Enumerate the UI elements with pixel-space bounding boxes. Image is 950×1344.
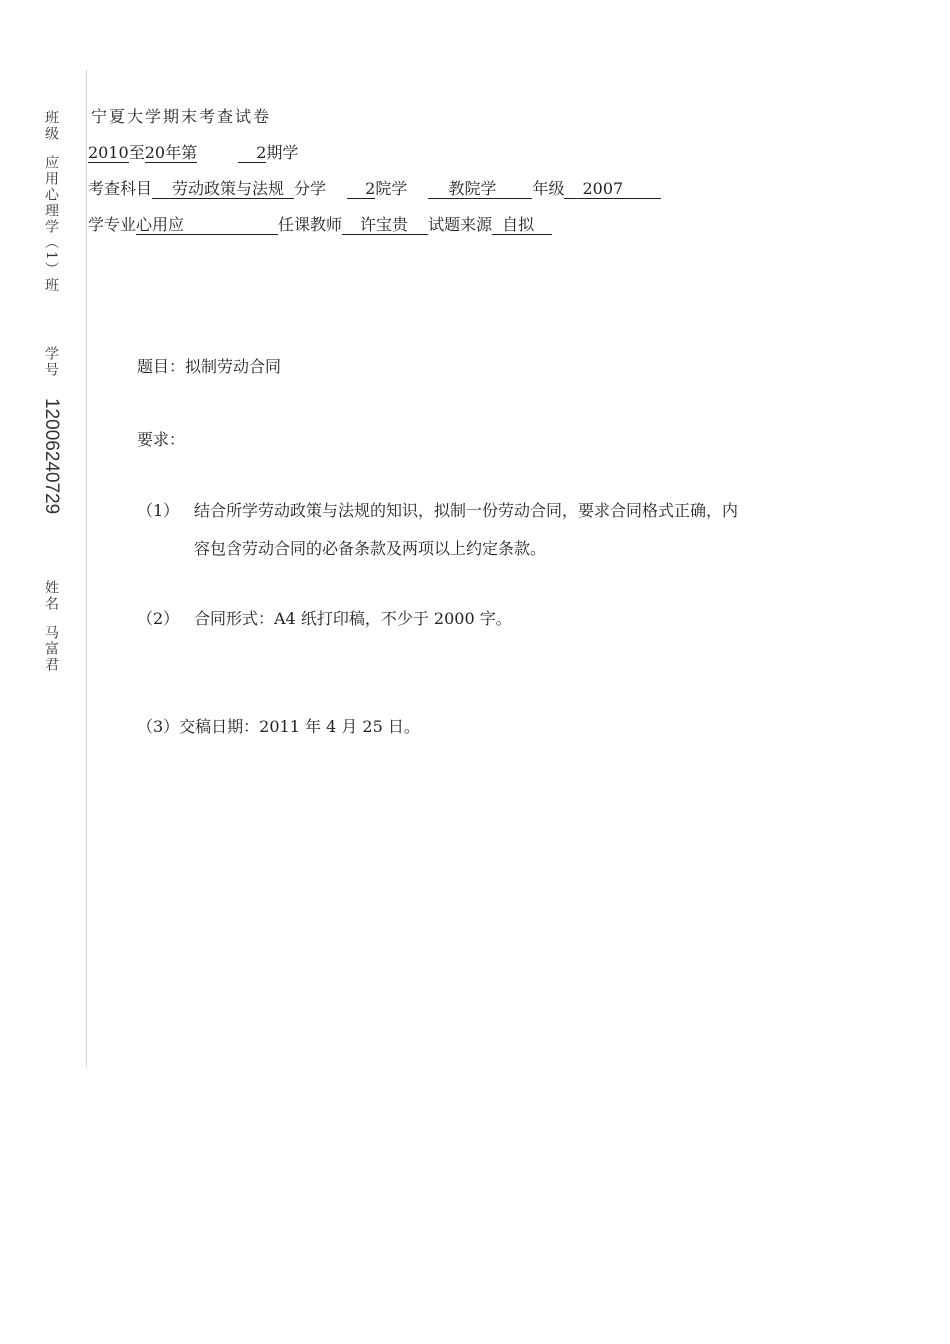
- major-value: 心用应: [136, 216, 278, 235]
- year-to: 至: [128, 143, 145, 162]
- grade-label: 年级: [532, 179, 565, 198]
- grade-value: 2007: [564, 180, 661, 199]
- name-value: 马富君: [43, 625, 59, 673]
- requirements-label: 要求：: [137, 430, 186, 449]
- year-end: 20: [144, 143, 166, 162]
- term-suffix: 期学: [266, 143, 299, 162]
- item-1-line-2: 容包含劳动合同的必备条款及两项以上约定条款。: [194, 539, 547, 558]
- year-start: 2010: [88, 143, 129, 162]
- teacher-label: 任课教师: [278, 215, 343, 234]
- teacher-value: 许宝贵: [342, 216, 428, 235]
- year-suffix: 年第: [165, 143, 198, 162]
- credit-value: 2: [347, 180, 375, 199]
- name-label: 姓名: [43, 580, 59, 612]
- subject-label: 考查科目: [88, 179, 153, 198]
- major-label: 学专业: [88, 215, 137, 234]
- subject-line: [88, 176, 661, 199]
- source-value: 自拟: [492, 216, 552, 235]
- binding-margin-line: [86, 70, 87, 1067]
- credit-label: 分学: [294, 179, 327, 198]
- subject-value: 劳动政策与法规: [152, 180, 294, 199]
- item-1-number: （1）: [137, 501, 180, 520]
- college-label: 院学: [375, 179, 408, 198]
- academic-year-line: [88, 140, 298, 163]
- college-value: 教院学: [428, 180, 532, 199]
- major-line: [88, 212, 552, 235]
- item-2-text: 合同形式：A4 纸打印稿，不少于 2000 字。: [194, 609, 512, 628]
- term-value: 2: [238, 144, 266, 163]
- exam-title: 宁夏大学期末考查试卷: [91, 107, 272, 126]
- item-2-number: （2）: [137, 609, 180, 628]
- student-id-value: 12006240729: [41, 398, 62, 515]
- topic: 题目：拟制劳动合同: [137, 357, 282, 376]
- item-3-text: （3）交稿日期：2011 年 4 月 25 日。: [137, 717, 420, 736]
- student-id-label: 学号: [43, 346, 59, 378]
- class-label: 班级: [43, 110, 59, 142]
- item-1-line-1: 结合所学劳动政策与法规的知识，拟制一份劳动合同，要求合同格式正确，内: [194, 501, 739, 520]
- source-label: 试题来源: [428, 215, 493, 234]
- class-value: 应用心理学（1）班: [43, 155, 59, 294]
